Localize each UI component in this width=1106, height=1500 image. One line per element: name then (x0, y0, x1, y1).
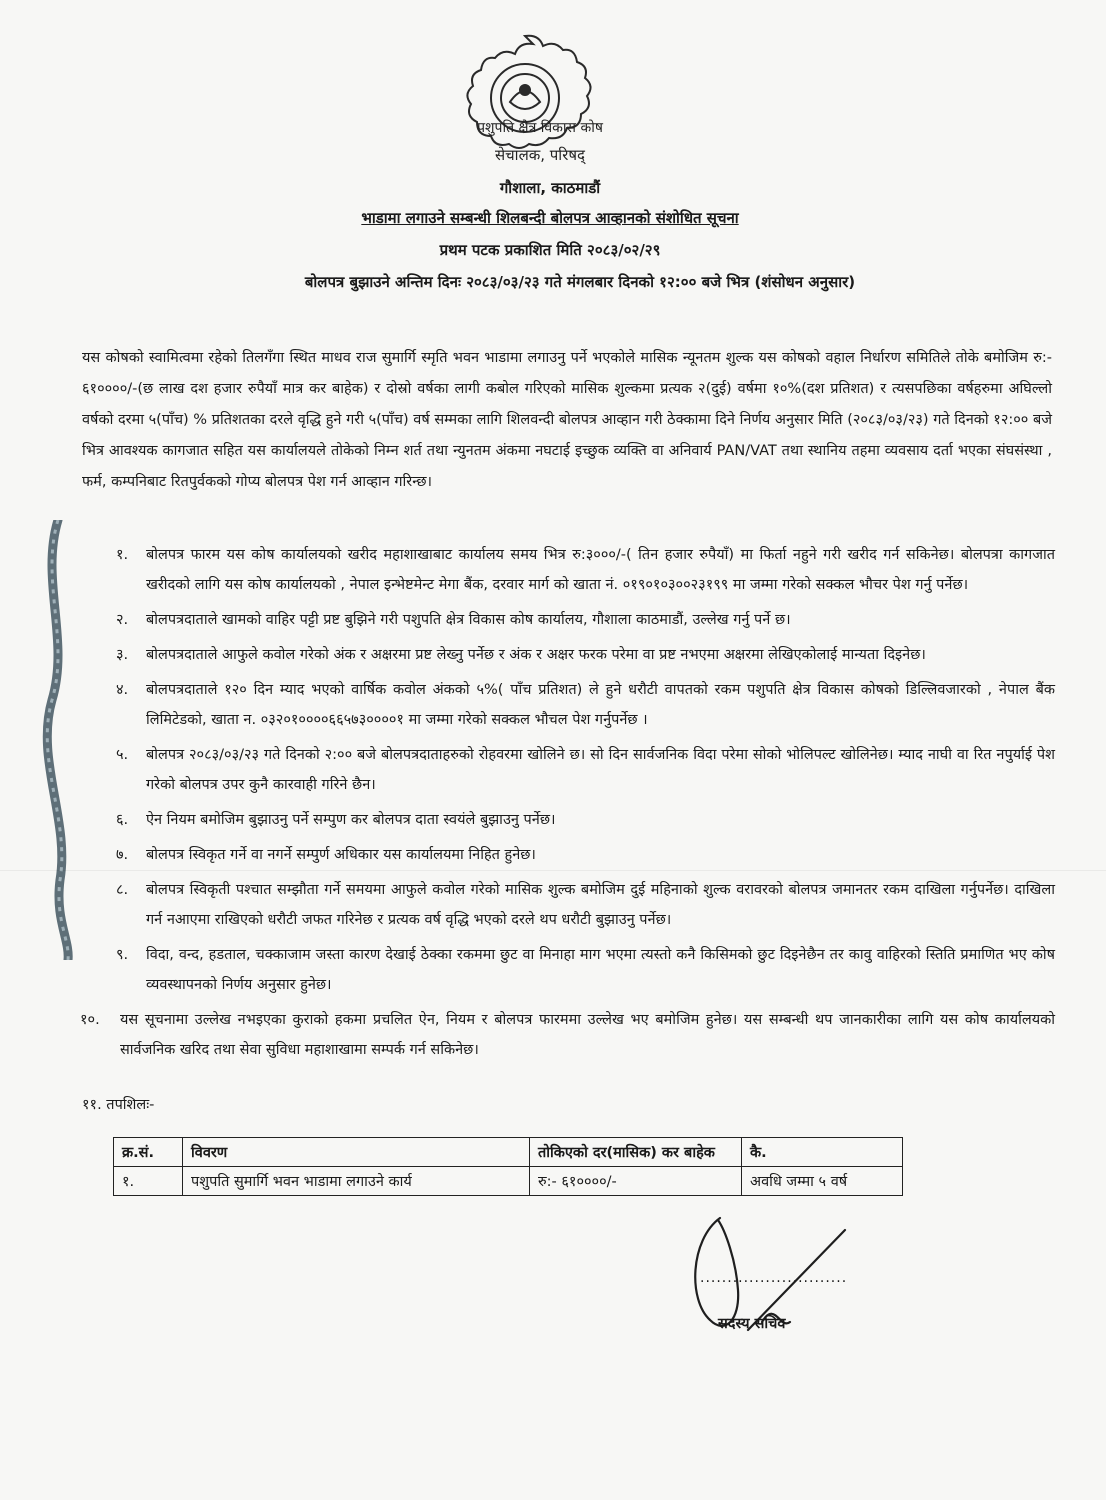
table-header-row (114, 1138, 903, 1167)
cell-description: पशुपति सुमार्गि भवन भाडामा लगाउने कार्य (183, 1167, 530, 1196)
term-number: ३. (116, 647, 129, 663)
term-text: बोलपत्र स्विकृती पश्चात सम्झौता गर्ने समयमा आफुले कवोल गरेको मासिक शुल्क बमोजिम दुई महिनाको शुल्क वरावरको बोलपत्र जमानतर रकम दाखिला गर्नुपर्नेछ। दाखिला गर्न नआएमा राखिएको धरौटी जफत गरिनेछ र प्रत्यक वर्ष वृद्धि भएको दरले थप धरौटी बुझाउनु पर्नेछ। (146, 882, 1055, 928)
notice-title: भाडामा लगाउने सम्बन्धी शिलबन्दी बोलपत्र आव्हानको संशोधित सूचना (361, 209, 739, 227)
term-text: विदा, वन्द, हडताल, चक्काजाम जस्ता कारण देखाई ठेक्का रकममा छुट वा मिनाहा माग भएमा त्यस्तो कनै किसिमको छुट दिइनेछैन तर कावु वाहिरको स्तिति प्रमाणित भए कोष व्यवस्थापनको निर्णय अनुसार हुनेछ। (146, 947, 1055, 993)
term-number: ६. (116, 812, 129, 828)
submission-deadline: बोलपत्र बुझाउने अन्तिम दिनः २०८३/०३/२३ गते मंगलबार दिनको १२:०० बजे भित्र (शंसोधन अनुसार) (304, 273, 856, 291)
term-number: ९. (116, 947, 129, 963)
first-published-date: प्रथम पटक प्रकाशित मिति २०८३/०२/२९ (439, 241, 661, 259)
term-text: बोलपत्र स्विकृत गर्ने वा नगर्ने सम्पुर्ण अधिकार यस कार्यालयमा निहित हुनेछ। (146, 847, 536, 863)
seal-subtitle: सेचालक, परिषद् (495, 146, 585, 164)
term-item (80, 740, 1055, 800)
table-row (114, 1167, 903, 1196)
term-number: २. (116, 612, 129, 628)
summary-label: ११. तपशिलः- (82, 1097, 155, 1113)
term-number: १०. (80, 1012, 100, 1028)
term-item (80, 940, 1055, 1000)
term-number: ८. (116, 882, 129, 898)
term-number: ७. (116, 847, 129, 863)
term-item (80, 640, 1055, 670)
terms-list (80, 540, 1055, 1070)
term-item (80, 875, 1055, 935)
col-header-remarks: कै. (742, 1138, 903, 1167)
term-text: यस सूचनामा उल्लेख नभइएका कुराको हकमा प्रचलित ऐन, नियम र बोलपत्र फारममा उल्लेख भए बमोजिम हुनेछ। यस सम्बन्धी थप जानकारीका लागि यस कोष कार्यालयको सार्वजनिक खरिद तथा सेवा सुविधा महाशाखामा सम्पर्क गर्न सकिनेछ। (120, 1012, 1055, 1058)
office-location: गौशाला, काठमाडौं (499, 179, 601, 197)
binding-string (0, 520, 90, 960)
term-item (80, 805, 1055, 835)
col-header-description: विवरण (183, 1138, 530, 1167)
term-item (80, 540, 1055, 600)
term-number: ४. (116, 682, 129, 698)
signatory-title: सदस्य सचिव (718, 1316, 786, 1332)
term-text: बोलपत्र २०८३/०३/२३ गते दिनको २:०० बजे बोलपत्रदाताहरुको रोहवरमा खोलिने छ। सो दिन सार्वजनिक विदा परेमा सोको भोलिपल्ट खोलिनेछ। म्याद नाघी वा रित नपुर्याई पेश गरेको बोलपत्र उपर कुनै कारवाही गरिने छैन। (146, 747, 1055, 793)
col-header-sn: क्र.सं. (114, 1138, 183, 1167)
term-item (80, 840, 1055, 870)
term-text: बोलपत्रदाताले खामको वाहिर पट्टी प्रष्ट बुझिने गरी पशुपति क्षेत्र विकास कोष कार्यालय, गौशाला काठमाडौं, उल्लेख गर्नु पर्ने छ। (146, 612, 791, 628)
cell-remarks: अवधि जम्मा ५ वर्ष (742, 1167, 903, 1196)
term-item (80, 1005, 1055, 1065)
term-text: बोलपत्रदाताले १२० दिन म्याद भएको वार्षिक कवोल अंकको ५%( पाँच प्रतिशत) ले हुने धरौटी वापतको रकम पशुपति क्षेत्र विकास कोषको डिल्लिवजारको , नेपाल बैंक लिमिटेडको, खाता न. ०३२०१००००६६५७३००००१ मा जम्मा गरेको सक्कल भौचल पेश गर्नुपर्नेछ । (146, 682, 1055, 728)
term-item (80, 675, 1055, 735)
intro-paragraph: यस कोषको स्वामित्वमा रहेको तिलगँगा स्थित माधव राज सुमार्गि स्मृति भवन भाडामा लगाउनु पर्ने भएकोले मासिक न्यूनतम शुल्क यस कोषको वहाल निर्धारण समितिले तोके बमोजिम रु:- ६१००००/-(छ लाख दश हजार रुपैयाँ मात्र कर बाहेक) र दोस्रो वर्षका लागी कबोल गरिएको मासिक शुल्कमा प्रत्यक २(दुई) वर्षमा १०%(दश प्रतिशत) र त्यसपछिका वर्षहरुमा अघिल्लो वर्षको दरमा ५(पाँच) % प्रतिशतका दरले वृद्धि हुने गरी ५(पाँच) वर्ष सम्मका लागि शिलवन्दी बोलपत्र आव्हान गरी ठेक्कामा दिने निर्णय अनुसार मिति (२०८३/०३/२३) गते दिनको १२:०० बजे भित्र आवश्यक कागजात सहित यस कार्यालयले तोकेको निम्न शर्त तथा न्युनतम अंकमा नघटाई इच्छुक व्यक्ति वा अनिवार्य PAN/VAT तथा स्थानिय तहमा व्यवसाय दर्ता भएका संघसंस्था , फर्म, कम्पनिबाट रितपुर्वकको गोप्य बोलपत्र पेश गर्न आव्हान गरिन्छ। (82, 350, 1052, 490)
summary-table (113, 1137, 903, 1196)
cell-sn: १. (114, 1167, 183, 1196)
term-item (80, 605, 1055, 635)
col-header-rate: तोकिएको दर(मासिक) कर बाहेक (530, 1138, 742, 1167)
signature-line: ........................... (700, 1270, 848, 1286)
term-number: १. (116, 547, 129, 563)
cell-rate: रु:- ६१००००/- (530, 1167, 742, 1196)
term-text: बोलपत्रदाताले आफुले कवोल गरेको अंक र अक्षरमा प्रष्ट लेख्नु पर्नेछ र अंक र अक्षर फरक परेमा वा प्रष्ट नभएमा अक्षरमा लेखिएकोलाई मान्यता दिइनेछ। (146, 647, 926, 663)
term-text: बोलपत्र फारम यस कोष कार्यालयको खरीद महाशाखाबाट कार्यालय समय भित्र रु:३०००/-( तिन हजार रुपैयाँ) मा फिर्ता नहुने गरी खरीद गर्न सकिनेछ। बोलपत्रा कागजात खरीदको लागि यस कोष कार्यालयको , नेपाल इन्भेष्टमेन्ट मेगा बैंक, दरवार मार्ग को खाता नं. ०१९०१०३००२३१९९ मा जम्मा गरेको सक्कल भौचर पेश गर्नु पर्नेछ। (146, 547, 1055, 593)
term-text: ऐन नियम बमोजिम बुझाउनु पर्ने सम्पुण कर बोलपत्र दाता स्वयंले बुझाउनु पर्नेछ। (146, 812, 556, 828)
term-number: ५. (116, 747, 129, 763)
organization-name: पशुपति क्षेत्र विकास कोष (477, 120, 603, 136)
